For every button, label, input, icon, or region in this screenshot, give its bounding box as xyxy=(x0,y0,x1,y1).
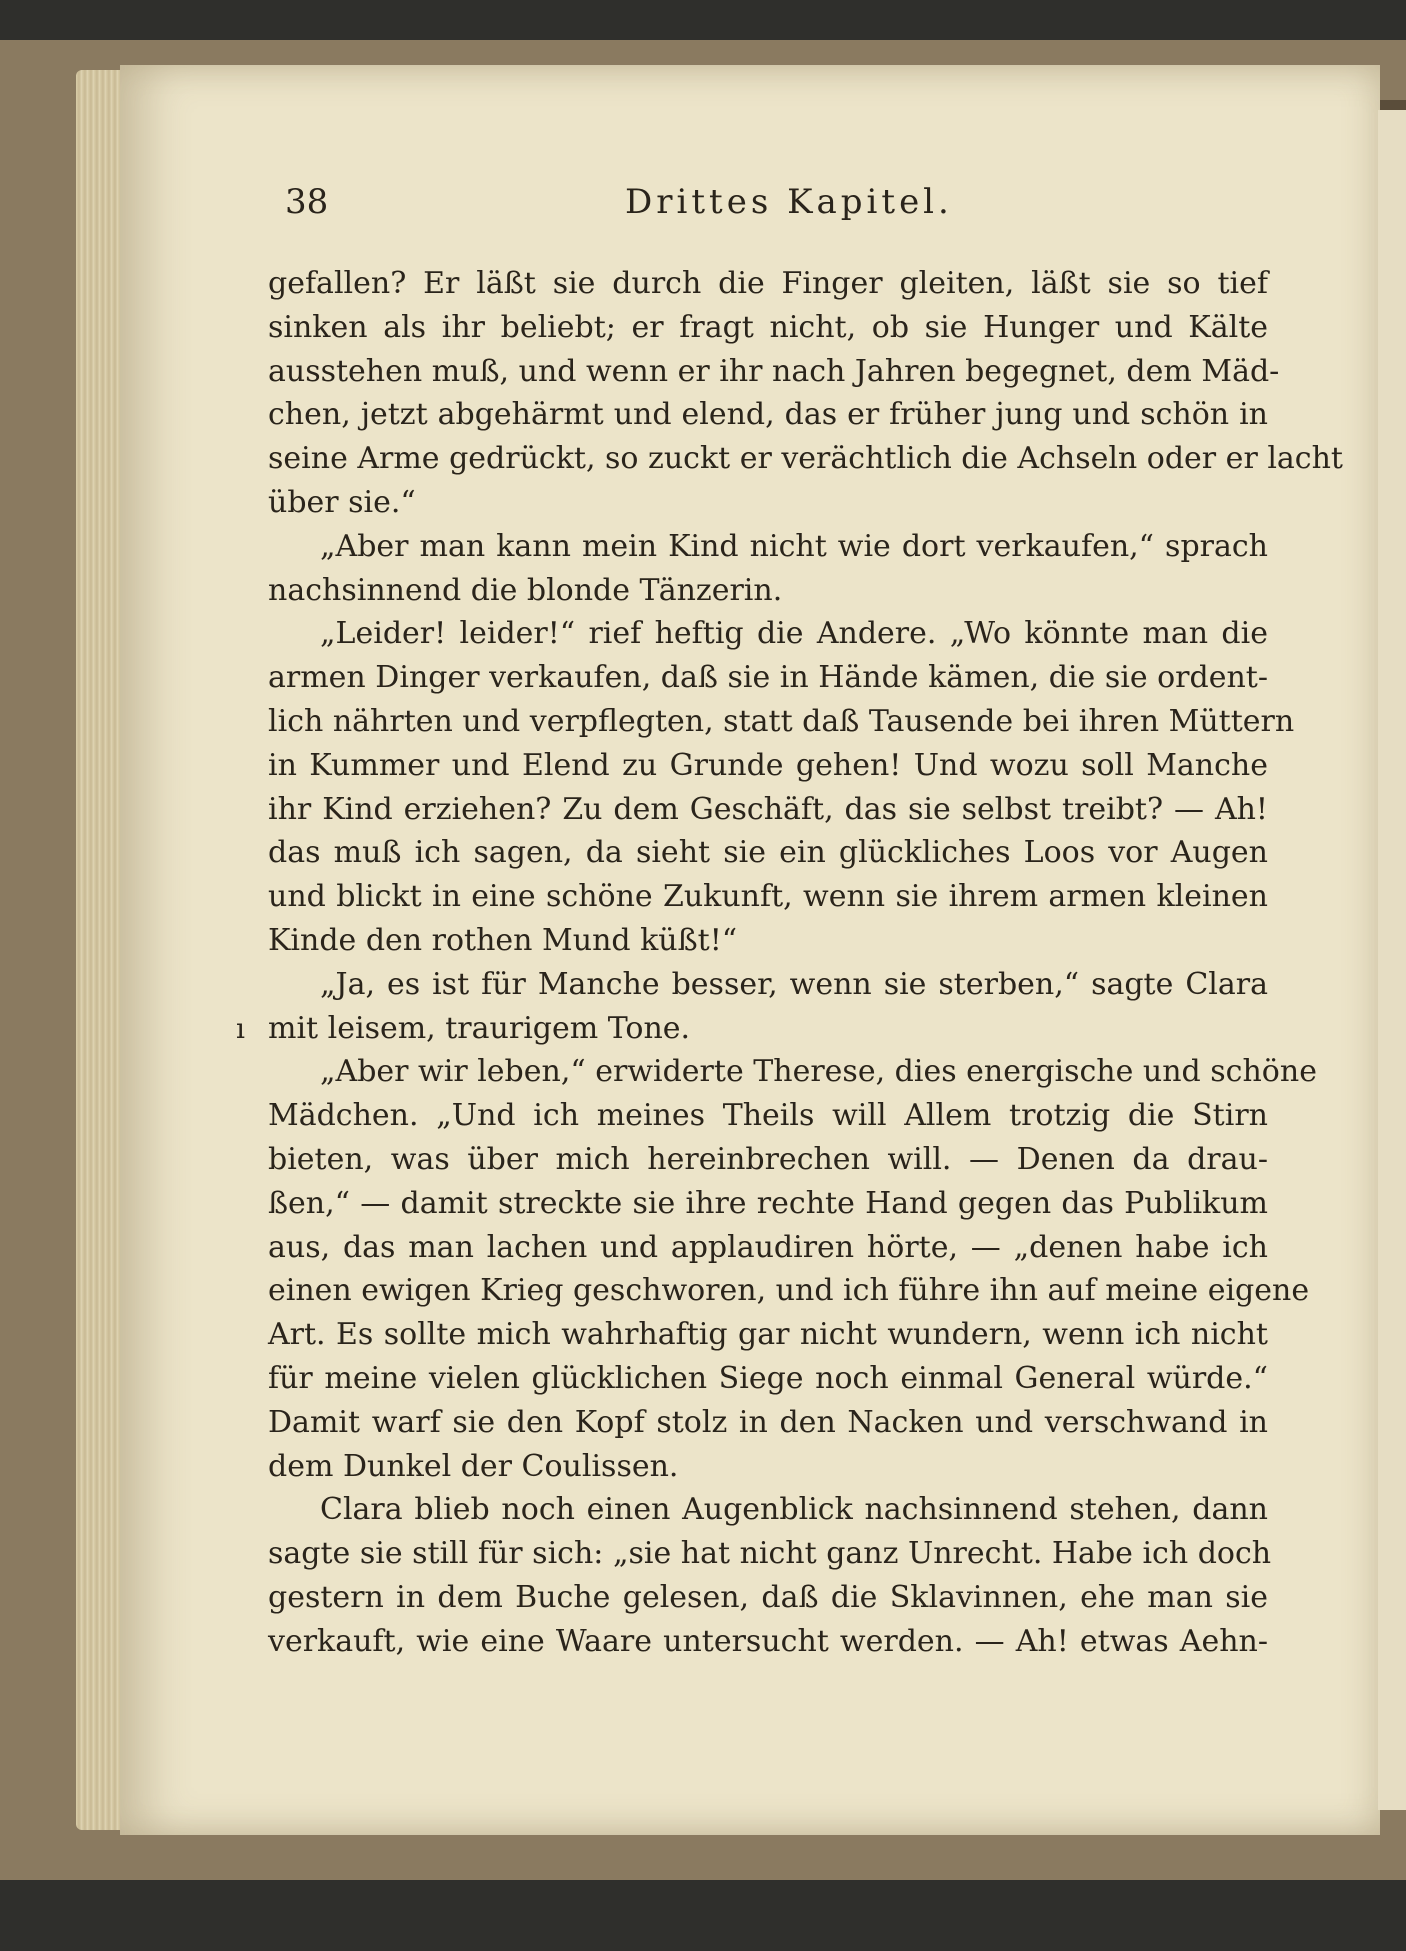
text-line: einen ewigen Krieg geschworen, und ich führe ihn auf meine eigene xyxy=(268,1273,1310,1309)
text-line: lich nährten und verpflegten, statt daß Tausende bei ihren Müttern xyxy=(268,703,1295,739)
text-line: gefallen? Er läßt sie durch die Finger gleiten, läßt sie so tief xyxy=(268,266,1268,301)
text-line: das muß ich sagen, da sieht sie ein glückliches Loos vor Augen xyxy=(268,835,1268,871)
text-line: über sie.“ xyxy=(268,484,416,520)
margin-mark: ı xyxy=(236,1012,245,1045)
text-line: „Aber man kann mein Kind nicht wie dort verkaufen,“ sprach xyxy=(320,528,1268,564)
text-line: Art. Es sollte mich wahrhaftig gar nicht wundern, wenn ich nicht xyxy=(268,1317,1268,1353)
text-line: für meine vielen glücklichen Siege noch einmal General würde.“ xyxy=(268,1360,1268,1396)
text-line: verkauft, wie eine Waare untersucht werden. — Ah! etwas Aehn- xyxy=(268,1623,1268,1659)
text-line: aus, das man lachen und applaudiren hörte, — „denen habe ich xyxy=(268,1229,1268,1265)
text-line: Clara blieb noch einen Augenblick nachsinnend stehen, dann xyxy=(320,1492,1268,1528)
text-line: Damit warf sie den Kopf stolz in den Nacken und verschwand in xyxy=(268,1404,1268,1440)
text-line: chen, jetzt abgehärmt und elend, das er früher jung und schön in xyxy=(268,397,1268,433)
text-line: Mädchen. „Und ich meines Theils will Allem trotzig die Stirn xyxy=(268,1098,1268,1134)
text-line: armen Dinger verkaufen, daß sie in Hände kämen, die sie ordent- xyxy=(268,660,1268,696)
text-line: dem Dunkel der Coulissen. xyxy=(268,1448,679,1484)
text-line: in Kummer und Elend zu Grunde gehen! Und wozu soll Manche xyxy=(268,747,1268,783)
running-head: Drittes Kapitel. xyxy=(625,182,953,222)
text-line: Kinde den rothen Mund küßt!“ xyxy=(268,922,738,958)
text-line: mit leisem, traurigem Tone. xyxy=(268,1010,691,1046)
text-line: und blickt in eine schöne Zukunft, wenn sie ihrem armen kleinen xyxy=(268,879,1268,915)
text-line: sagte sie still für sich: „sie hat nicht ganz Unrecht. Habe ich doch xyxy=(268,1536,1272,1572)
text-line: ausstehen muß, und wenn er ihr nach Jahren begegnet, dem Mäd- xyxy=(268,353,1280,389)
text-line: „Aber wir leben,“ erwiderte Therese, dies energische und schöne xyxy=(320,1054,1317,1090)
text-line: ihr Kind erziehen? Zu dem Geschäft, das sie selbst treibt? — Ah! xyxy=(268,791,1268,827)
text-line: ßen,“ — damit streckte sie ihre rechte Hand gegen das Publikum xyxy=(268,1185,1268,1221)
page-header xyxy=(285,182,1245,232)
body-text xyxy=(268,262,1343,1664)
text-line: nachsinnend die blonde Tänzerin. xyxy=(268,572,783,608)
text-line: bieten, was über mich hereinbrechen will. — Denen da drau- xyxy=(268,1141,1268,1177)
text-line: seine Arme gedrückt, so zuckt er verächtlich die Achseln oder er lacht xyxy=(268,441,1343,477)
page-number: 38 xyxy=(285,182,329,222)
text-line: sinken als ihr beliebt; er fragt nicht, ob sie Hunger und Kälte xyxy=(268,309,1268,345)
text-line: „Leider! leider!“ rief heftig die Andere. „Wo könnte man die xyxy=(320,616,1268,652)
facing-page-edge xyxy=(1378,110,1406,1810)
text-line: gestern in dem Buche gelesen, daß die Sklavinnen, ehe man sie xyxy=(268,1579,1268,1615)
text-line: „Ja, es ist für Manche besser, wenn sie sterben,“ sagte Clara xyxy=(320,966,1268,1002)
